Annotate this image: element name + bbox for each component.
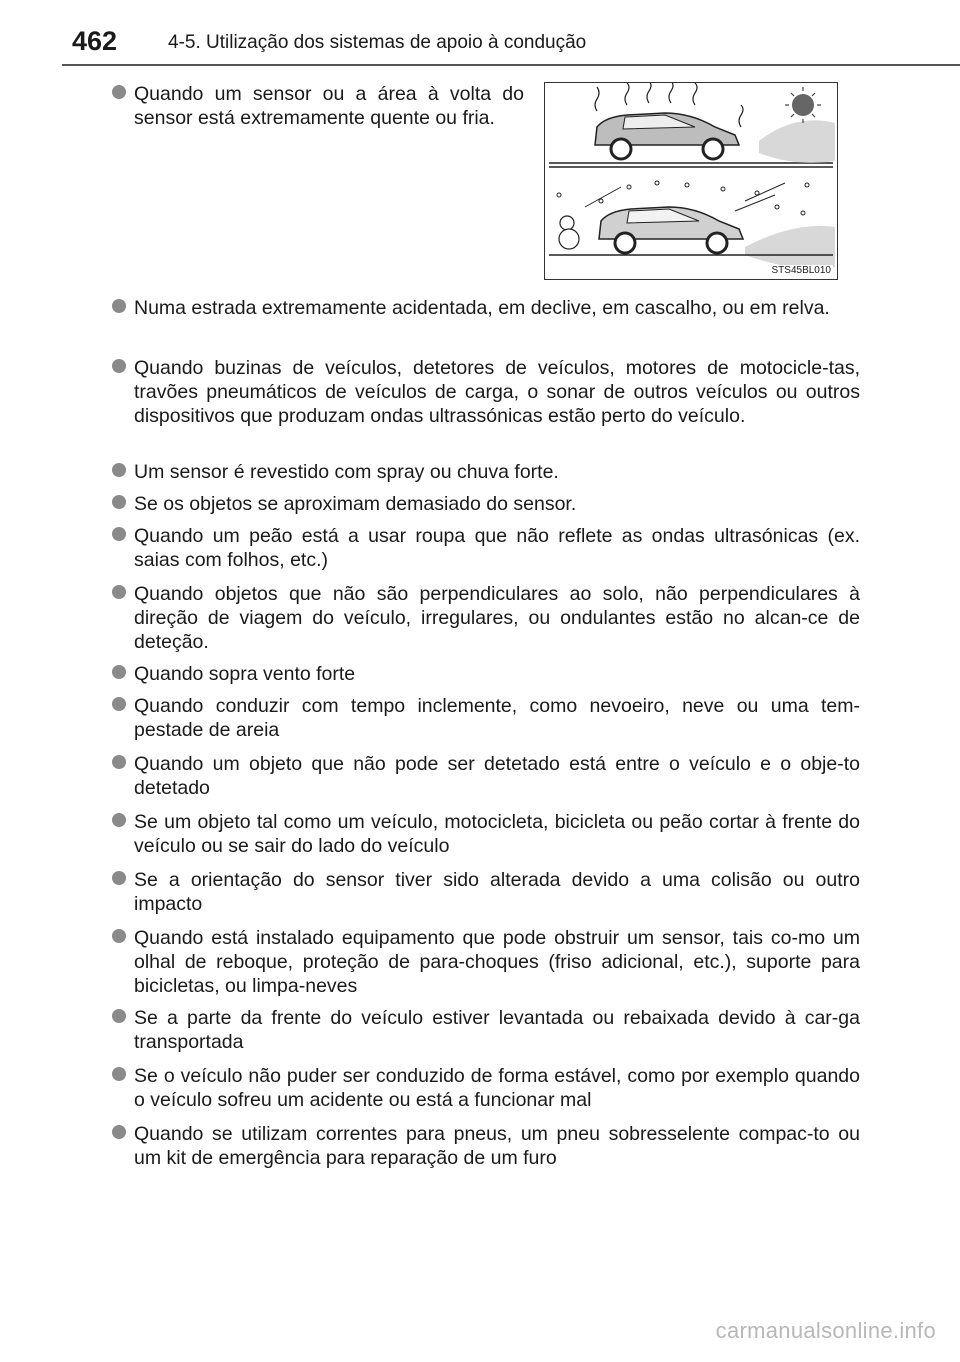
list-item [112, 926, 860, 998]
list-item-text: Se a orientação do sensor tiver sido alterada devido a uma colisão ou outro impacto [134, 869, 860, 915]
list-item-text: Se a parte da frente do veículo estiver levantada ou rebaixada devido à car-ga transportada [134, 1007, 860, 1053]
list-item [112, 694, 860, 742]
bullet-icon [112, 813, 126, 827]
site-watermark: carmanualsonline.info [715, 1318, 936, 1343]
list-item [112, 296, 860, 320]
bullet-icon [112, 929, 126, 943]
bullet-icon [112, 585, 126, 599]
list-item-text: Quando conduzir com tempo inclemente, como nevoeiro, neve ou uma tem-pestade de areia [134, 695, 860, 741]
list-item-text: Quando um peão está a usar roupa que não reflete as ondas ultrasónicas (ex. saias com folhos, etc.) [134, 525, 860, 571]
list-item-text: Se os objetos se aproximam demasiado do sensor. [134, 493, 577, 515]
bullet-icon [112, 697, 126, 711]
bullet-icon [112, 1009, 126, 1023]
illustration-hot-cold-car [544, 82, 838, 280]
bullet-icon [112, 299, 126, 313]
snow-streaks [585, 183, 785, 211]
illustration-svg [545, 83, 837, 279]
list-item [112, 1064, 860, 1112]
page-number: 462 [72, 26, 118, 56]
bullet-icon [112, 1125, 126, 1139]
car-heat-icon [595, 83, 743, 159]
bullet-icon [112, 871, 126, 885]
bullet-icon [112, 1067, 126, 1081]
list-item [112, 662, 860, 686]
car-snow-icon [599, 207, 743, 253]
list-item [112, 582, 860, 654]
snowman-icon [559, 216, 579, 249]
list-item-text: Quando sopra vento forte [134, 663, 356, 685]
haze-shape-top [759, 120, 835, 162]
bullet-icon [112, 85, 126, 99]
list-item [112, 492, 860, 516]
sun-icon [785, 87, 821, 123]
page-header [72, 24, 960, 64]
list-item-text: Quando buzinas de veículos, detetores de veículos, motores de motocicle-tas, travões pneumáticos de veículos de carga, o sonar de outros veículos ou outros dispositivos que produzam ondas ultrassónicas estão perto do veículo. [134, 357, 860, 427]
list-item [112, 810, 860, 858]
list-item [112, 752, 860, 800]
bullet-icon [112, 665, 126, 679]
bullet-icon [112, 755, 126, 769]
list-item [112, 1006, 860, 1054]
haze-shape-bottom [745, 226, 835, 269]
list-item-text: Quando se utilizam correntes para pneus, um pneu sobresselente compac-to ou um kit de emergência para reparação de um furo [134, 1123, 860, 1169]
list-item-text: Quando está instalado equipamento que pode obstruir um sensor, tais co-mo um olhal de reboque, proteção de para-choques (friso adicional, etc.), suporte para bicicletas, ou limpa-neves [134, 927, 860, 997]
list-item-text: Numa estrada extremamente acidentada, em declive, em cascalho, ou em relva. [134, 297, 830, 319]
header-divider [62, 64, 960, 66]
list-item-text: Um sensor é revestido com spray ou chuva forte. [134, 461, 559, 483]
figure-code: STS45BL010 [771, 265, 831, 276]
list-item-text: Quando objetos que não são perpendiculares ao solo, não perpendiculares à direção de viagem do veículo, irregulares, ou ondulantes estão no alcan-ce de deteção. [134, 583, 860, 653]
list-item [112, 868, 860, 916]
section-title: 4-5. Utilização dos sistemas de apoio à condução [168, 32, 587, 53]
list-item [112, 1122, 860, 1170]
list-item-text: Quando um sensor ou a área à volta do sensor está extremamente quente ou fria. [134, 83, 524, 129]
bullet-icon [112, 527, 126, 541]
list-item [112, 460, 860, 484]
list-item [112, 82, 524, 130]
list-item [112, 524, 860, 572]
bullet-icon [112, 463, 126, 477]
bullet-icon [112, 495, 126, 509]
list-item-text: Se o veículo não puder ser conduzido de forma estável, como por exemplo quando o veículo sofreu um acidente ou está a funcionar mal [134, 1065, 860, 1111]
list-item-text: Quando um objeto que não pode ser detetado está entre o veículo e o obje-to detetado [134, 753, 860, 799]
bullet-icon [112, 359, 126, 373]
list-item-text: Se um objeto tal como um veículo, motocicleta, bicicleta ou peão cortar à frente do veículo ou se sair do lado do veículo [134, 811, 860, 857]
list-item [112, 356, 860, 428]
